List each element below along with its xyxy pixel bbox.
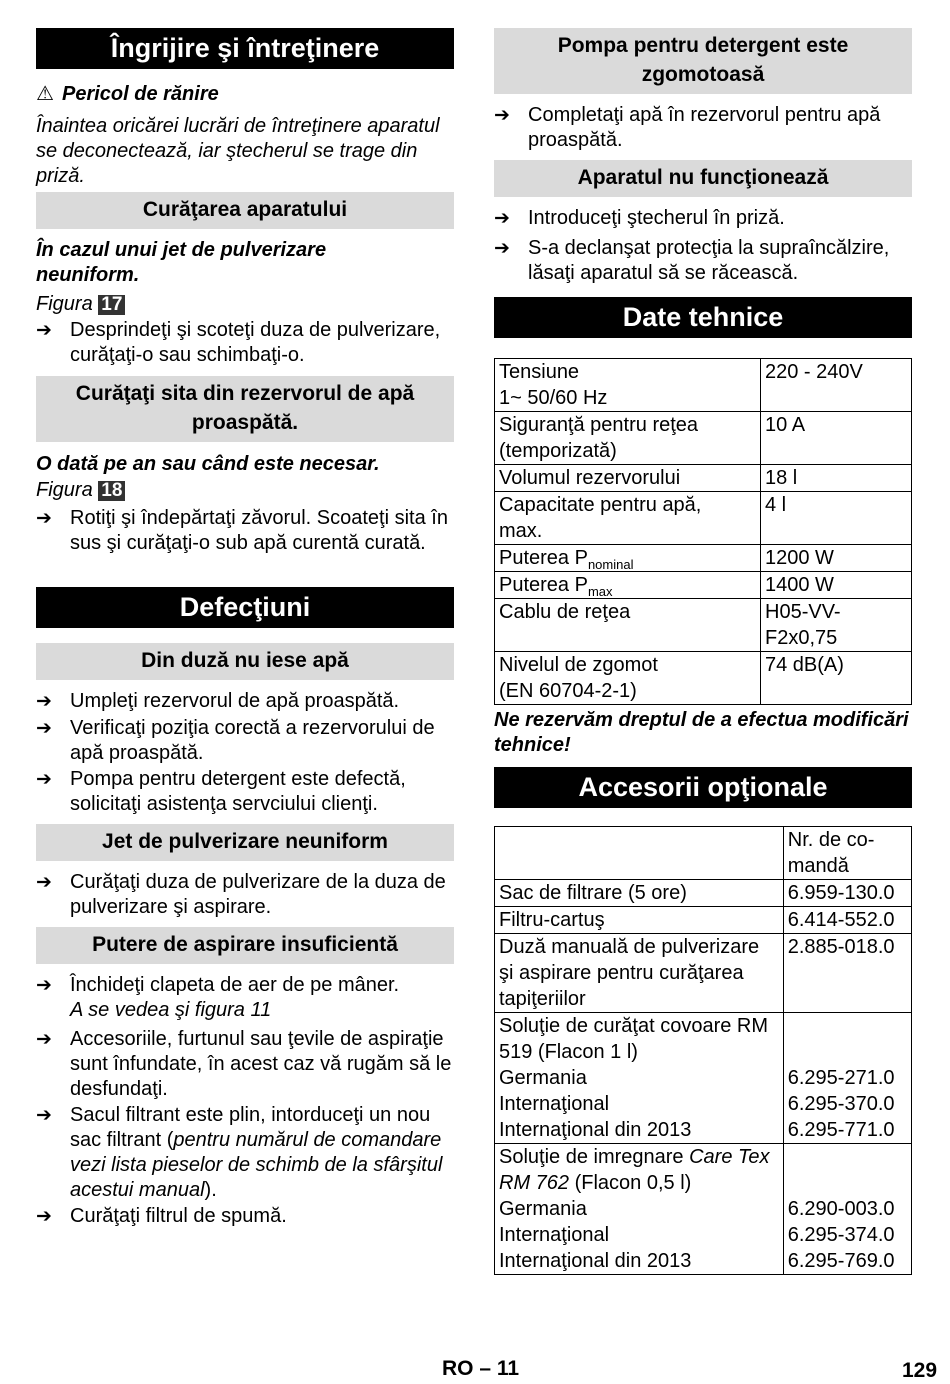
cleaning-step: ➔ Desprindeţi şi scoteţi duza de pulverizare, curăţaţi-o sau schimbaţi-o. (36, 319, 441, 366)
suction-heading: Putere de aspirare insuficientă (36, 927, 454, 964)
accessories-heading: Accesorii opţionale (494, 767, 912, 808)
table-row: Siguranţă pentru reţea (temporizată) 10 A (495, 412, 912, 465)
arrow-right-icon: ➔ (494, 208, 510, 229)
table-row: Puterea $P_{nominal}$ 1200 W (495, 545, 912, 572)
suction-step-3: ➔ Sacul filtrant este plin, intorduceţi un nou sac filtrant (pentru numărul de comandare vezi lista pieselor de schimb de la sfârşitul acestui manual). (36, 1104, 443, 1201)
arrow-right-icon: ➔ (36, 718, 52, 739)
table-row: Sac de filtrare (5 ore) 6.959-130.0 (495, 880, 912, 907)
suction-step-2: ➔ Accesoriile, furtunul sau ţevile de aspiraţie sunt înfundate, în acest caz vă rugăm să le desfundaţi. (36, 1028, 452, 1100)
arrow-right-icon: ➔ (36, 691, 52, 712)
arrow-right-icon: ➔ (36, 769, 52, 790)
table-row: Duză manuală de pulverizare şi aspirare pentru curăţarea tapiţeriilor 2.885-018.0 (495, 934, 912, 1013)
tech-table-wrap (494, 358, 912, 705)
pump-step: ➔ Completaţi apă în rezervorul pentru apă proaspătă. (494, 104, 881, 151)
table-row: Nr. de co- mandă (495, 827, 912, 880)
faults-heading: Defecţiuni (36, 587, 454, 628)
table-row: Filtru-cartuş 6.414-552.0 (495, 907, 912, 934)
accessories-table (494, 826, 912, 1275)
uneven-heading: Jet de pulverizare neuniform (36, 824, 454, 861)
care-heading: Îngrijire şi întreţinere (36, 28, 454, 69)
tech-note: Ne rezervăm dreptul de a efectua modificări tehnice! (494, 709, 909, 756)
cleaning-heading: Curăţarea aparatului (36, 192, 454, 229)
figure-number-badge: 18 (98, 481, 125, 501)
sieve-case: O dată pe an sau când este necesar. (36, 453, 380, 475)
table-row: Cablu de reţea H05-VV- F2x0,75 (495, 599, 912, 652)
notwork-step-1: ➔ Introduceţi ştecherul în priză. (494, 207, 785, 229)
footer-language-page: RO – 11 (442, 1357, 520, 1380)
arrow-right-icon: ➔ (36, 508, 52, 529)
tech-table (494, 358, 912, 705)
no-water-step-2: ➔ Verificaţi poziţia corectă a rezervorului de apă proaspătă. (36, 717, 435, 764)
no-water-heading: Din duză nu iese apă (36, 643, 454, 680)
sieve-step: ➔ Rotiţi şi îndepărtaţi zăvorul. Scoateţi sita în sus şi curăţaţi-o sub apă curentă curată. (36, 507, 448, 554)
tech-heading: Date tehnice (494, 297, 912, 338)
figure-ref-17: Figura 17 (36, 292, 454, 317)
no-water-step-3: ➔ Pompa pentru detergent este defectă, solicitaţi asistenţa servciului clienţi. (36, 768, 406, 815)
notwork-heading: Aparatul nu funcţionează (494, 160, 912, 197)
sieve-heading: Curăţaţi sita din rezervorul de apă proaspătă. (36, 376, 454, 442)
footer-page-number: 129 (902, 1359, 938, 1382)
suction-step-1: ➔ Închideţi clapeta de aer de pe mâner. A se vedea şi figura 11 (36, 974, 400, 1021)
warning-triangle-icon: ⚠ (36, 83, 54, 105)
arrow-right-icon: ➔ (36, 1105, 52, 1126)
arrow-right-icon: ➔ (36, 1206, 52, 1227)
figure-ref-18: Figura 18 (36, 478, 454, 503)
arrow-right-icon: ➔ (494, 105, 510, 126)
warning-text: Înaintea oricărei lucrări de întreţinere aparatul se deconectează, iar ştecherul se trage din priză. (36, 115, 440, 187)
arrow-right-icon: ➔ (36, 872, 52, 893)
pump-heading: Pompa pentru detergent este zgomotoasă (494, 28, 912, 94)
arrow-right-icon: ➔ (36, 1029, 52, 1050)
table-row: Soluţie de imregnare Care Tex RM 762 (Flacon 0,5 l) Germania Internaţional Internaţional din 2013 6.290-003.0 6.295-374.0 6.295-769.0 (495, 1144, 912, 1275)
warning-heading: ⚠ Pericol de rănire (36, 83, 219, 105)
table-row: Tensiune 1~ 50/60 Hz 220 - 240V (495, 359, 912, 412)
notwork-step-2: ➔ S-a declanşat protecţia la supraîncălzire, lăsaţi aparatul să se răcească. (494, 237, 890, 284)
arrow-right-icon: ➔ (36, 975, 52, 996)
table-row: Puterea $P_{max}$ 1400 W (495, 572, 912, 599)
accessories-table-wrap (494, 826, 912, 1275)
uneven-step: ➔ Curăţaţi duza de pulverizare de la duza de pulverizare şi aspirare. (36, 871, 446, 918)
table-row: Volumul rezervorului 18 l (495, 465, 912, 492)
arrow-right-icon: ➔ (36, 320, 52, 341)
table-row: Capacitate pentru apă, max. 4 l (495, 492, 912, 545)
table-row: Nivelul de zgomot (EN 60704-2-1) 74 dB(A) (495, 652, 912, 705)
table-row: Soluţie de curăţat covoare RM 519 (Flacon 1 l) Germania Internaţional Internaţional din 2013 6.295-271.0 6.295-370.0 6.295-771.0 (495, 1013, 912, 1144)
arrow-right-icon: ➔ (494, 238, 510, 259)
no-water-step-1: ➔ Umpleţi rezervorul de apă proaspătă. (36, 690, 400, 712)
cleaning-case: În cazul unui jet de pulverizare neuniform. (36, 239, 327, 286)
suction-step-4: ➔ Curăţaţi filtrul de spumă. (36, 1205, 287, 1227)
figure-number-badge: 17 (98, 295, 125, 315)
